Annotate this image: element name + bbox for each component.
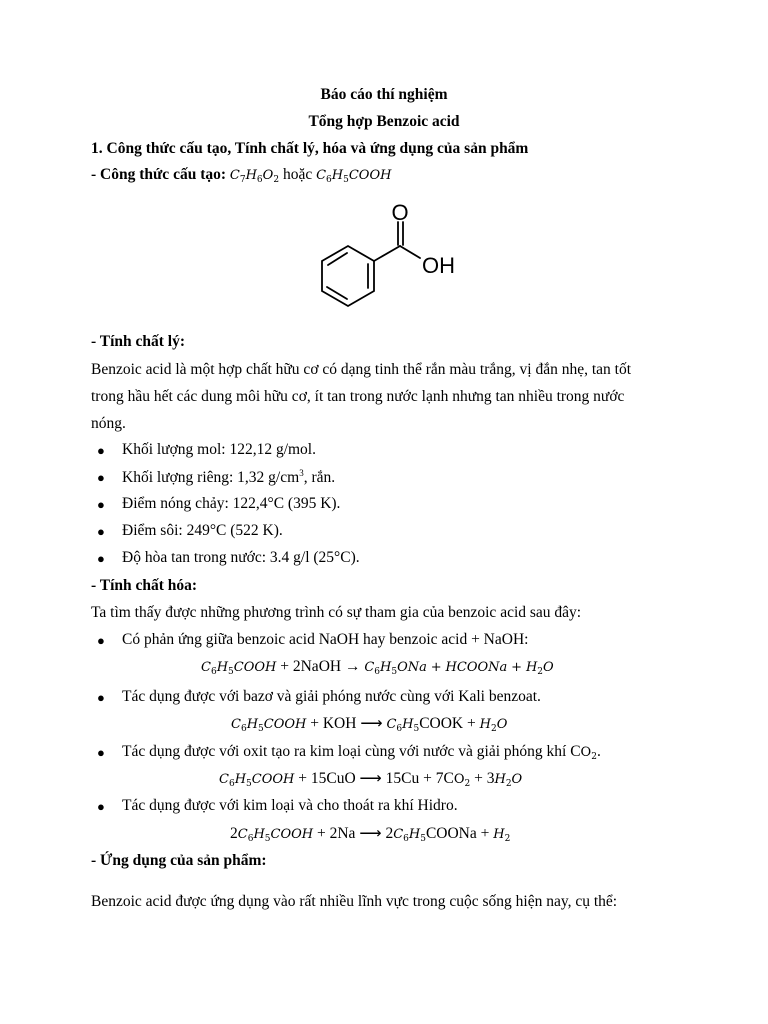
benzoic-acid-structure [300,200,470,312]
list-item: Có phản ứng giữa benzoic acid NaOH hay benzoic acid + NaOH: [122,631,529,648]
formula-line [91,166,391,185]
formula-label: - Công thức cấu tạo: [91,166,227,183]
paragraph-line: nóng. [91,415,126,432]
equation-koh: $C_6H_5COOH$ + KOH ⟶ $C_6H_5COOK + H_2O$ [231,715,508,734]
section-heading: 1. Công thức cấu tạo, Tính chất lý, hóa và ứng dụng của sản phẩm [91,140,529,157]
bullet-icon: ● [97,470,105,485]
report-title: Báo cáo thí nghiệm [320,86,448,103]
carboxyl-bond [374,246,400,261]
formula-or: hoặc [282,166,313,183]
bullet-icon: ● [97,497,105,512]
bullet-icon: ● [97,524,105,539]
list-item: Điểm nóng chảy: 122,4°C (395 K). [122,495,341,512]
paragraph-line: Benzoic acid là một hợp chất hữu cơ có dạng tinh thể rắn màu trắng, vị đắn nhẹ, tan tốt [91,361,632,378]
benzene-ring [322,246,374,306]
bullet-icon: ● [97,633,105,648]
bullet-icon: ● [97,443,105,458]
list-item: Khối lượng mol: 122,12 g/mol. [122,441,316,458]
report-subtitle: Tổng hợp Benzoic acid [308,113,460,130]
chemical-intro: Ta tìm thấy được những phương trình có sự tham gia của benzoic acid sau đây: [91,604,582,621]
list-item: Tác dụng được với oxit tạo ra kim loại cùng với nước và giải phóng khí $CO_2$. [122,743,601,762]
bullet-icon: ● [97,745,105,760]
list-item: Tác dụng được với bazơ và giải phóng nước cùng với Kali benzoat. [122,688,541,705]
equation-cuo: $C_6H_5COOH + 15CuO$ ⟶ $15Cu + 7CO_2 + 3H_2O$ [219,770,523,789]
list-item: Độ hòa tan trong nước: 3.4 g/l (25°C). [122,549,360,566]
list-item: Khối lượng riêng: 1,32 $g/cm^3$, rắn. [122,468,336,486]
bullet-icon: ● [97,551,105,566]
physical-heading: - Tính chất lý: [91,333,186,350]
bullet-icon: ● [97,799,105,814]
list-item: Tác dụng được với kim loại và cho thoát ra khí Hidro. [122,797,458,814]
equation-na: $2C_6H_5COOH + 2Na$ ⟶ $2C_6H_5COONa + H_2$ [230,825,511,844]
hydroxyl-label: OH [422,253,455,278]
physical-paragraph [91,356,681,437]
condensed-formula: $C_6H_5COOH$ [316,168,392,185]
applications-text: Benzoic acid được ứng dụng vào rất nhiều lĩnh vực trong cuộc sống hiện nay, cụ thể: [91,893,618,910]
list-item: Điểm sôi: 249°C (522 K). [122,522,283,539]
chemical-heading: - Tính chất hóa: [91,577,198,594]
bullet-icon: ● [97,690,105,705]
paragraph-line: trong hầu hết các dung môi hữu cơ, ít tan trong nước lạnh nhưng tan nhiều trong nước [91,388,625,405]
hydroxyl-bond [400,246,420,258]
oxygen-label: O [391,200,409,225]
applications-heading: - Ứng dụng của sản phẩm: [91,852,267,869]
equation-naoh: $C_6H_5COOH$ + 2NaOH → $C_6H_5ONa$ + HCOONa + $H_2O$ [201,658,554,677]
molecular-formula: $C_7H_6O_2$ [229,168,280,185]
